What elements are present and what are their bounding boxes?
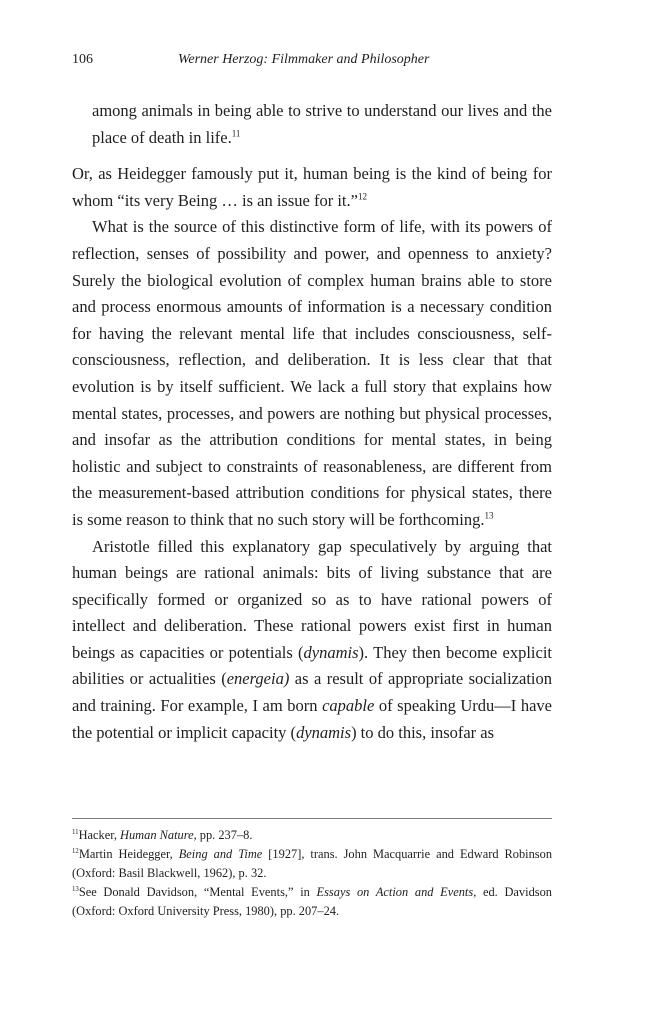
footnote-13 (72, 883, 552, 921)
body-text (72, 98, 552, 746)
italic-term-capable: capable (322, 696, 375, 716)
italic-term-energeia: energeia) (226, 669, 290, 689)
footnote-title: Essays on Action and Events (316, 885, 474, 899)
paragraph-text: What is the source of this distinctive form of life, with its powers of reflection, senses of possibility and power, and openness to anxiety? Surely the biological evolution of complex human brains able to store and process enormous amounts of information is a necessary condition for having the relevant mental life that includes consciousness, self-consciousness, reflection, and deliberation. It is less clear that that evolution is by itself sufficient. We lack a full story that explains how mental states, processes, and powers are nothing but physical processes, and insofar as the attribution conditions for mental states, in being holistic and subject to constraints of reasonableness, are different from the measurement-based attribution conditions for physical states, there is some reason to think that no such story will be forthcoming. (72, 217, 552, 529)
footnote-11 (72, 826, 552, 845)
footnote-number: 11 (72, 828, 79, 836)
quote-text: among animals in being able to strive to understand our lives and the place of death in life. (92, 101, 552, 147)
italic-term-dynamis: dynamis (303, 642, 359, 662)
footnote-text: , ed. Davidson (Oxford: Oxford University Press, 1980), pp. 207–24. (72, 885, 552, 918)
paragraph-text: Or, as Heidegger famously put it, human being is the kind of being for whom “its very Being … is an issue for it.” (72, 164, 552, 210)
footnote-number: 12 (72, 847, 79, 855)
footnote-text: [1927], trans. John Macquarrie and Edward Robinson (Oxford: Basil Blackwell, 1962), p. 32. (72, 847, 553, 880)
paragraph-text: ). They then become explicit abilities or actualities ( (72, 642, 552, 689)
footnote-ref-13: 13 (484, 510, 494, 521)
italic-term-dynamis-2: dynamis (296, 722, 352, 742)
paragraph-heidegger (72, 161, 552, 214)
footnote-title: Being and Time (178, 847, 263, 861)
page-number: 106 (72, 52, 93, 67)
footnote-text: See Donald Davidson, “Mental Events,” in (78, 885, 317, 899)
footnote-text: , pp. 237–8. (193, 828, 253, 842)
footnote-text: Hacker, (78, 828, 121, 842)
footnote-text: Martin Heidegger, (78, 847, 179, 861)
running-header (72, 52, 552, 72)
paragraph-text: of speaking Urdu—I have the potential or implicit capacity ( (72, 696, 553, 742)
footnotes (72, 826, 552, 921)
footnote-title: Human Nature (120, 828, 194, 842)
block-quote-continuation (72, 98, 552, 151)
paragraph-text: Aristotle filled this explanatory gap speculatively by arguing that human beings are rational animals: bits of living substance that are specifically formed or organized so as to have rational powers of intellect and deliberation. These rational powers exist first in human beings as capacities or potentials ( (72, 536, 552, 662)
paragraph-text: as a result of appropriate socialization and training. For example, I am born (72, 669, 552, 716)
paragraph-source-of-life (72, 214, 552, 533)
footnote-ref-11: 11 (231, 128, 241, 139)
footnote-12 (72, 845, 552, 883)
footnote-ref-12: 12 (357, 191, 368, 202)
paragraph-aristotle (72, 534, 552, 747)
running-title: Werner Herzog: Filmmaker and Philosopher (178, 52, 430, 67)
footnote-divider (72, 818, 552, 819)
paragraph-text: ) to do this, insofar as (351, 722, 495, 742)
footnote-number: 13 (72, 885, 79, 893)
